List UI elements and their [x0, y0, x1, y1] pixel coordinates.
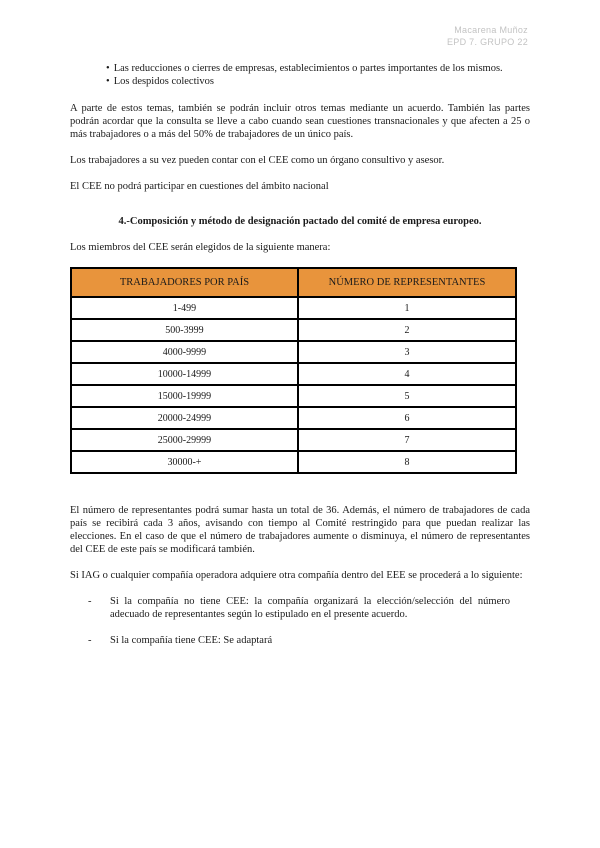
list-item-text: Si la compañía no tiene CEE: la compañía organizará la elección/selección del número adecuado de representantes según lo estipulado en el presente acuerdo.: [110, 596, 510, 620]
table-cell-numero: 7: [298, 429, 516, 451]
paragraph-acuerdo: A parte de estos temas, también se podrán incluir otros temas mediante un acuerdo. También las partes podrán acordar que la consulta se lleve a cabo cuando sean cuestiones transnacionales y que afecten a 25 o más trabajadores o a más del 50% de trabajadores de un único país.: [70, 103, 530, 140]
table-cell-rango: 15000-19999: [71, 385, 298, 407]
document-body: [70, 62, 530, 660]
document-header: [447, 24, 528, 48]
header-author: Macarena Muñoz: [454, 25, 528, 35]
bullet-item-reducciones: [70, 62, 530, 75]
table-cell-rango: 500-3999: [71, 319, 298, 341]
table-row: [71, 297, 516, 319]
table-row: [71, 429, 516, 451]
bullet-item-despidos: [70, 75, 530, 88]
table-row: [71, 385, 516, 407]
table-cell-rango: 20000-24999: [71, 407, 298, 429]
table-cell-rango: 1-499: [71, 297, 298, 319]
paragraph-representantes: El número de representantes podrá sumar hasta un total de 36. Además, el número de trabajadores de cada país se recibirá cada 3 años, avisando con tiempo al Comité restringido para que puedan realizar las elecciones. En el caso de que el número de trabajadores aumente o disminuya, el número de representantes del CEE de este país se modificará también.: [70, 505, 530, 555]
table-cell-numero: 1: [298, 297, 516, 319]
list-item-tiene-cee: [88, 634, 530, 647]
table-body: [71, 297, 516, 473]
table-header-trabajadores: TRABAJADORES POR PAÍS: [71, 268, 298, 297]
table-cell-rango: 4000-9999: [71, 341, 298, 363]
paragraph-miembros: Los miembros del CEE serán elegidos de la siguiente manera:: [70, 242, 331, 253]
table-cell-rango: 30000-+: [71, 451, 298, 473]
table-cell-numero: 6: [298, 407, 516, 429]
bullet-item-text: Las reducciones o cierres de empresas, establecimientos o partes importantes de los mismos.: [113, 63, 503, 74]
list-item-no-cee: [88, 595, 530, 621]
table-header-representantes: NÚMERO DE REPRESENTANTES: [298, 268, 516, 297]
dash-icon: -: [88, 596, 92, 607]
table-cell-numero: 5: [298, 385, 516, 407]
list-item-text: Si la compañía tiene CEE: Se adaptará: [110, 635, 273, 646]
bullet-item-text: Los despidos colectivos: [113, 76, 215, 87]
table-cell-rango: 25000-29999: [71, 429, 298, 451]
dash-icon: -: [88, 635, 92, 646]
section-heading: 4.-Composición y método de designación pactado del comité de empresa europeo.: [118, 216, 482, 227]
table-cell-numero: 3: [298, 341, 516, 363]
table-cell-rango: 10000-14999: [71, 363, 298, 385]
table-row: [71, 319, 516, 341]
representatives-table: [70, 267, 517, 474]
table-row: [71, 363, 516, 385]
dash-list: [88, 595, 530, 647]
paragraph-consultivo: Los trabajadores a su vez pueden contar con el CEE como un órgano consultivo y asesor.: [70, 155, 445, 166]
table-header-row: [71, 268, 516, 297]
table-cell-numero: 8: [298, 451, 516, 473]
bullet-icon: •: [106, 76, 110, 87]
paragraph-iag: Si IAG o cualquier compañía operadora adquiere otra compañía dentro del EEE se procederá a lo siguiente:: [70, 570, 523, 581]
table-row: [71, 341, 516, 363]
bullet-icon: •: [106, 63, 110, 74]
table-cell-numero: 4: [298, 363, 516, 385]
header-group: EPD 7. GRUPO 22: [446, 37, 528, 47]
table-row: [71, 451, 516, 473]
table-row: [71, 407, 516, 429]
table-cell-numero: 2: [298, 319, 516, 341]
paragraph-nacional: El CEE no podrá participar en cuestiones del ámbito nacional: [70, 181, 329, 192]
